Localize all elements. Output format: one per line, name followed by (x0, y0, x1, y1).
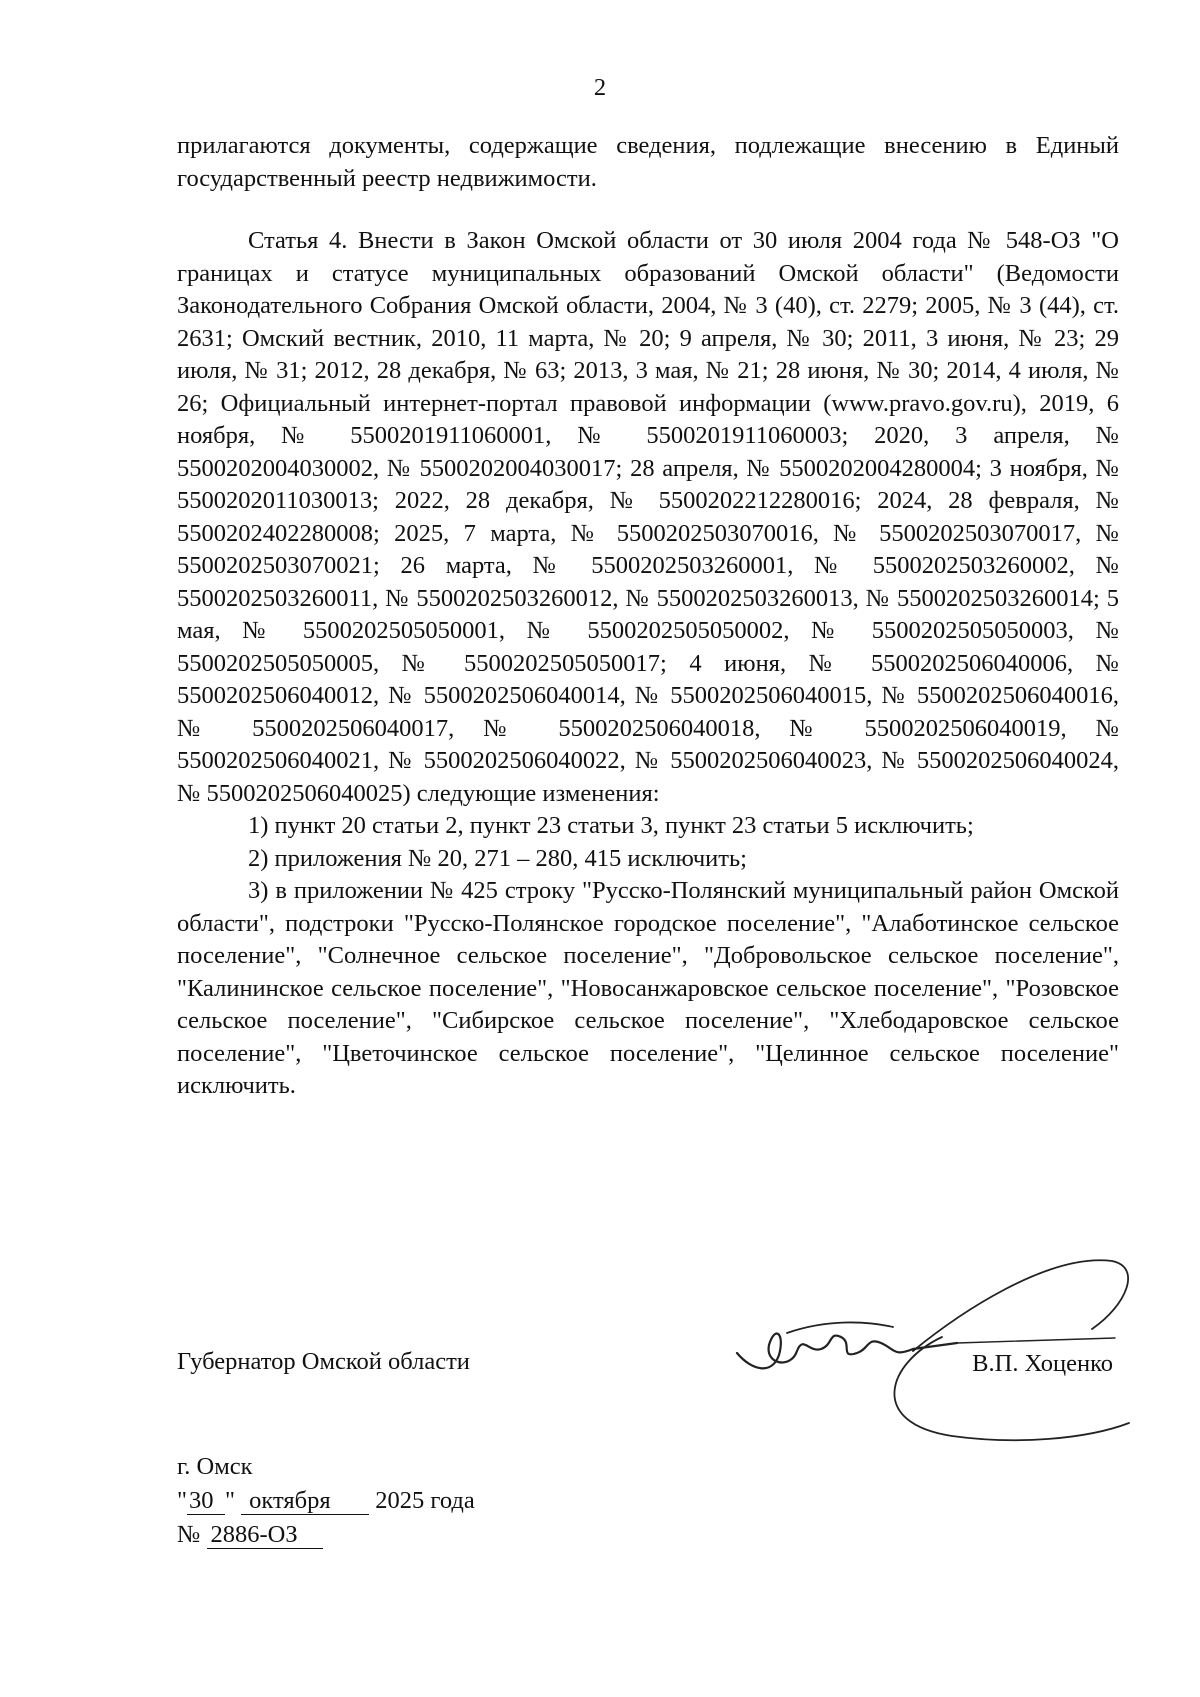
place-date-number-block (177, 1450, 475, 1552)
number-sign: № (177, 1521, 201, 1548)
quote-close: " (225, 1487, 236, 1514)
law-number-line (177, 1518, 475, 1552)
date-day: 30 (187, 1488, 225, 1515)
item-2-paragraph: 2) приложения № 20, 271 – 280, 415 исключить; (248, 844, 747, 872)
date-year: 2025 года (375, 1487, 475, 1514)
item-3-paragraph: 3) в приложении № 425 строку "Русско-Полянский муниципальный район Омской области", подстроки "Русско-Полянское городское поселение", "Алаботинское сельское поселение", "Солнечное сельское поселение", "Добровольское сельское поселение", "Калининское сельское поселение", "Новосанжаровское сельское поселение", "Розовское сельское поселение", "Сибирское сельское поселение", "Хлебодаровское сельское поселение", "Цветочинское сельское поселение", "Целинное сельское поселение" исключить. (177, 877, 1119, 1099)
paragraph-continuation: прилагаются документы, содержащие сведения, подлежащие внесению в Единый государственный реестр недвижимости. (177, 132, 1119, 192)
date-month: октября (241, 1488, 369, 1515)
signing-date (177, 1484, 475, 1518)
city: г. Омск (177, 1453, 253, 1480)
signature-block (177, 1318, 1119, 1458)
page-number: 2 (593, 74, 607, 101)
quote-open: " (177, 1487, 188, 1514)
handwritten-signature (717, 1233, 1137, 1458)
law-number: 2886-ОЗ (207, 1522, 323, 1549)
item-1-paragraph: 1) пункт 20 статьи 2, пункт 23 статьи 3, пункт 23 статьи 5 исключить; (248, 812, 974, 839)
law-body (177, 130, 1119, 1103)
signatory-title: Губернатор Омской области (177, 1348, 470, 1375)
article-4-paragraph: Статья 4. Внести в Закон Омской области от 30 июля 2004 года № 548-ОЗ "О границах и статусе муниципальных образований Омской области" (Ведомости Законодательного Собрания Омской области, 2004, № 3 (40), ст. 2279; 2005, № 3 (44), ст. 2631; Омский вестник, 2010, 11 марта, № 20; 9 апреля, № 30; 2011, 3 июня, № 23; 29 июля, № 31; 2012, 28 декабря, № 63; 2013, 3 мая, № 21; 28 июня, № 30; 2014, 4 июля, № 26; Официальный интернет-портал правовой информации (www.pravo.gov.ru), 2019, 6 ноября, № 5500201911060001, № 5500201911060003; 2020, 3 апреля, № 5500202004030002, № 5500202004030017; 28 апреля, № 5500202004280004; 3 ноября, № 5500202011030013; 2022, 28 декабря, № 5500202212280016; 2024, 28 февраля, № 5500202402280008; 2025, 7 марта, № 5500202503070016, № 5500202503070017, № 5500202503070021; 26 марта, № 5500202503260001, № 5500202503260002, № 5500202503260011, № 5500202503260012, № 5500202503260013, № 5500202503260014; 5 мая, № 5500202505050001, № 5500202505050002, № 5500202505050003, № 5500202505050005, № 5500202505050017; 4 июня, № 5500202506040006, № 5500202506040012, № 5500202506040014, № 5500202506040015, № 5500202506040016, № 5500202506040017, № 5500202506040018, № 5500202506040019, № 5500202506040021, № 5500202506040022, № 5500202506040023, № 5500202506040024, № 5500202506040025) следующие изменения: (177, 227, 1119, 807)
signatory-name: В.П. Хоценко (972, 1350, 1113, 1377)
